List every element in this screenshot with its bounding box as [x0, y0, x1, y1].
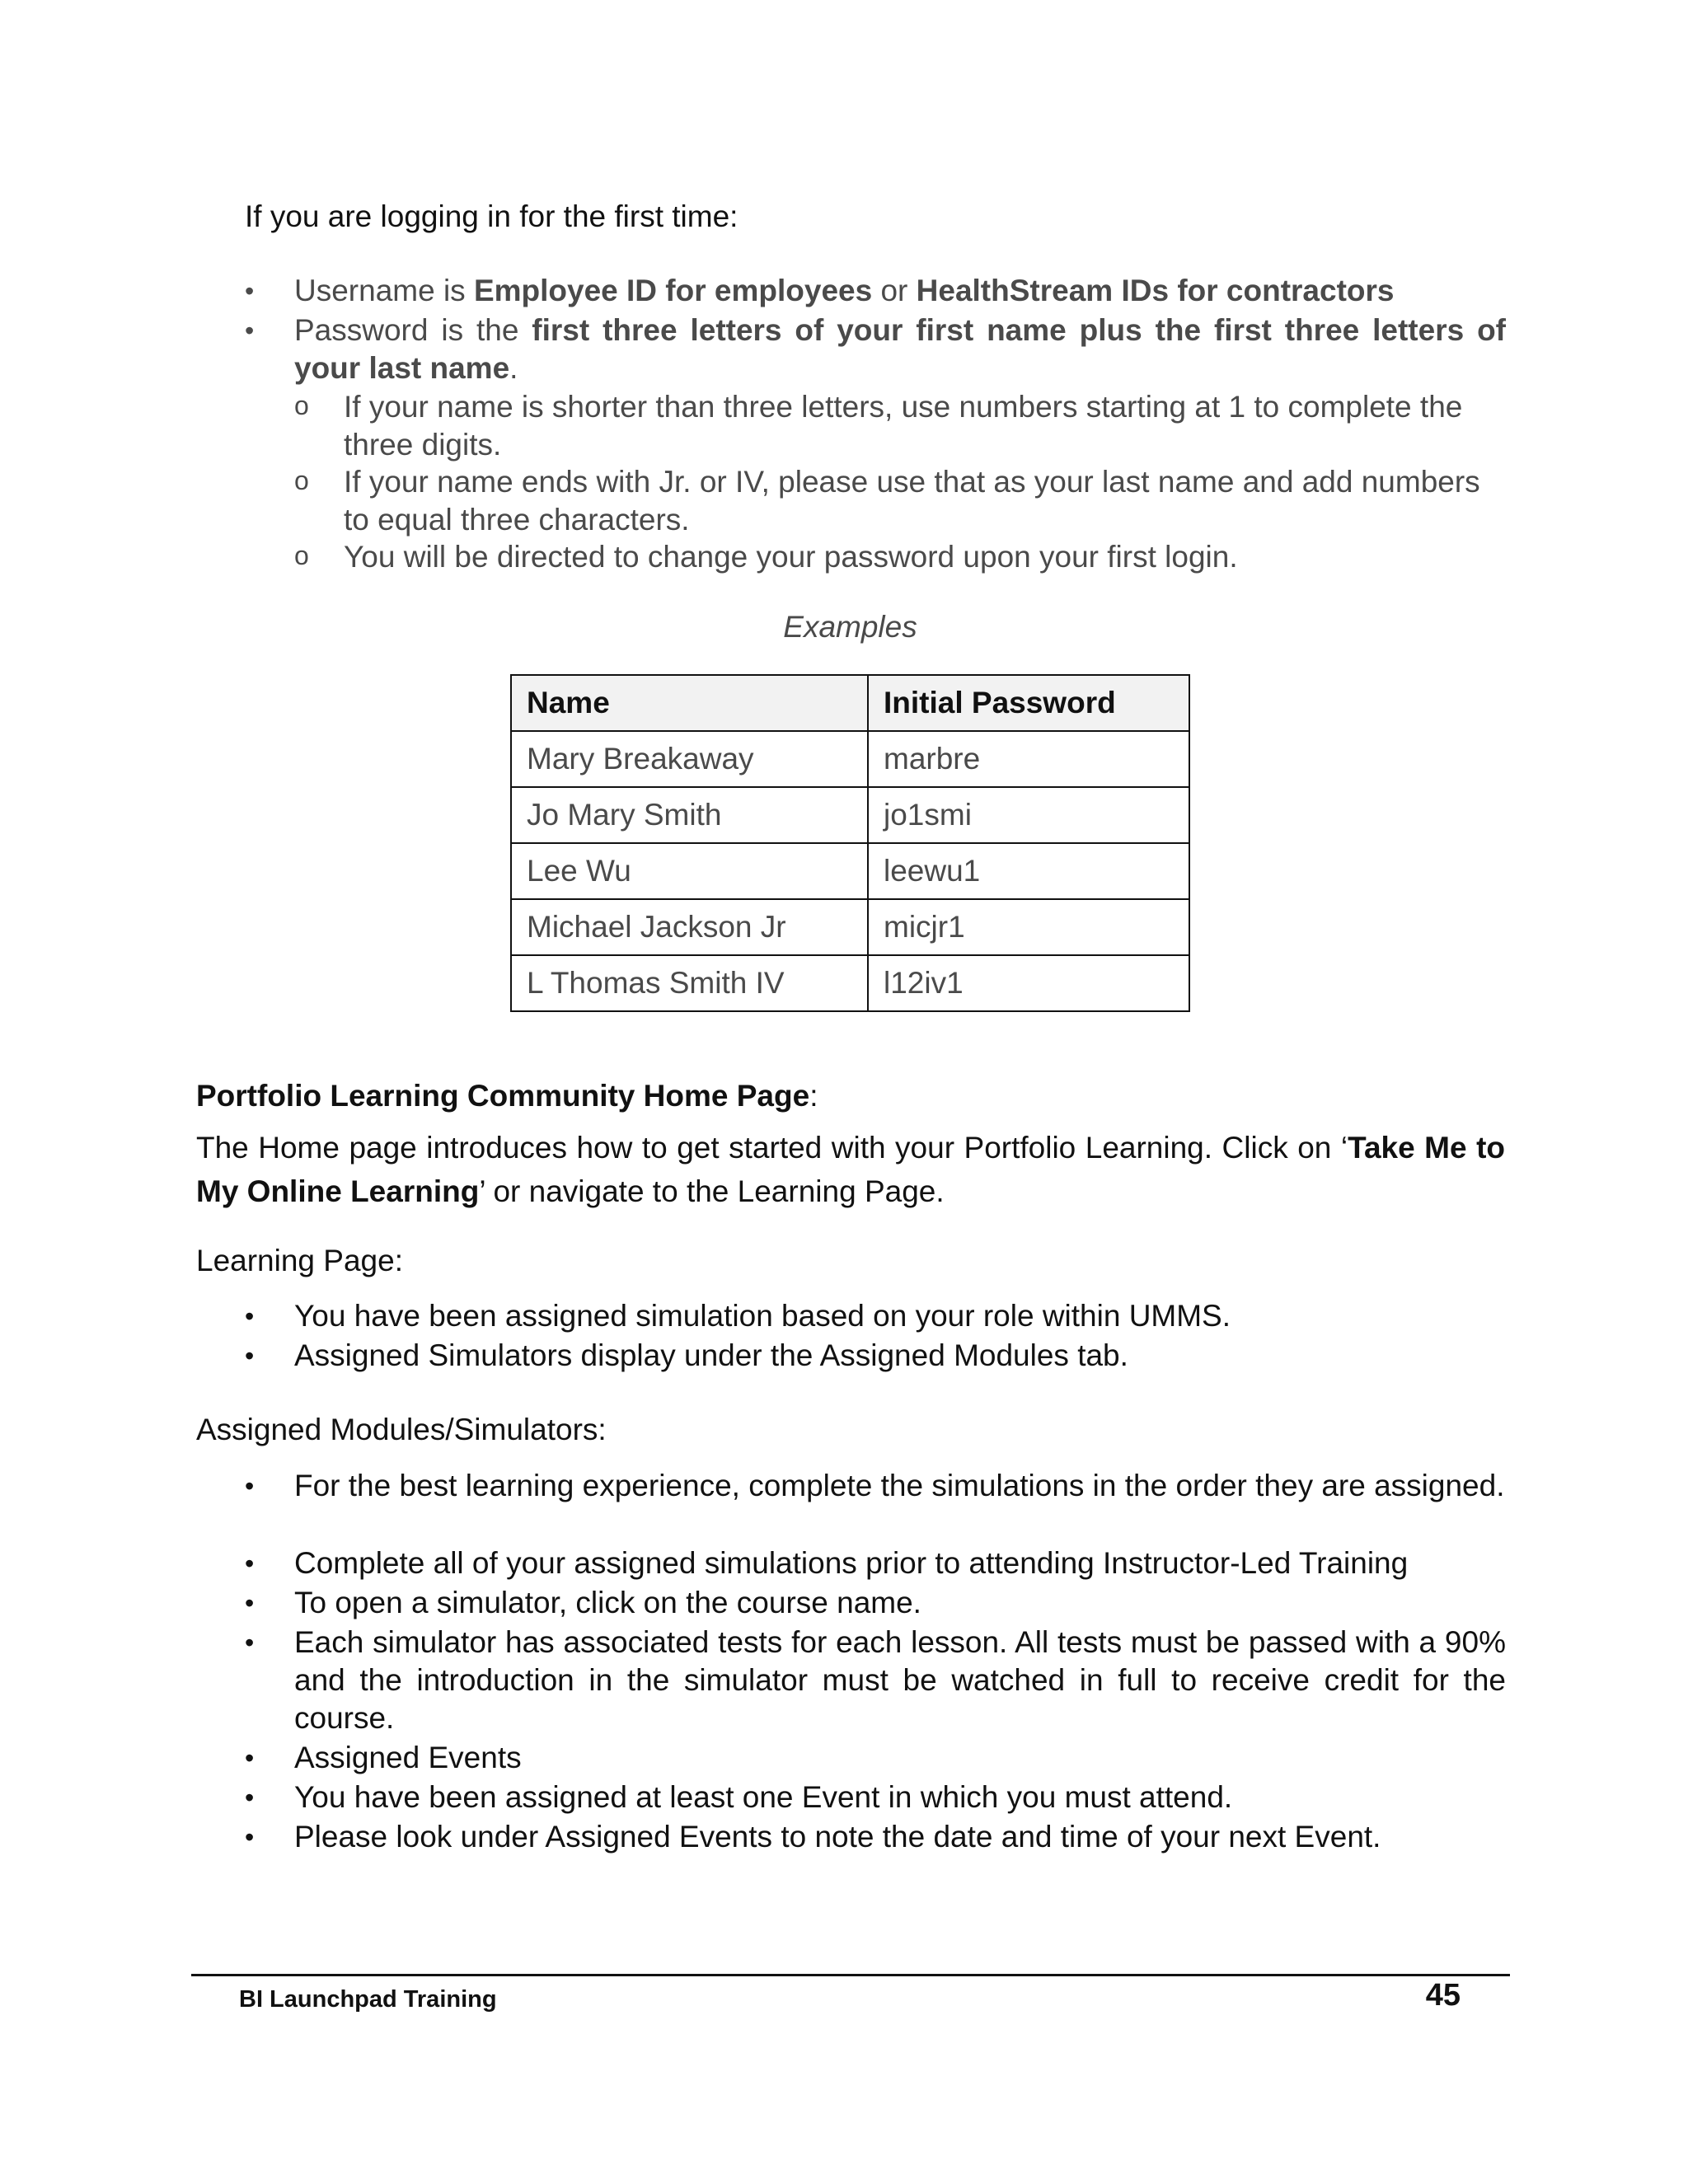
portfolio-paragraph: The Home page introduces how to get started with your Portfolio Learning. Click on ‘Take Me to My Online Learning’ or navigate to the Learning Page.	[196, 1131, 1506, 1208]
name-cell: Jo Mary Smith	[511, 787, 868, 843]
assigned-modules-heading: Assigned Modules/Simulators:	[196, 1413, 607, 1446]
table-row	[511, 899, 1189, 955]
sub-bullet-marker: o	[294, 541, 309, 570]
page-number: 45	[1425, 1978, 1461, 2013]
bullet-marker: •	[245, 276, 255, 306]
bullet-marker: •	[245, 1822, 255, 1852]
bullet-text: For the best learning experience, complete the simulations in the order they are assigned.	[294, 1469, 1505, 1502]
footer-title: BI Launchpad Training	[239, 1986, 497, 2013]
bullet-text: Assigned Events	[294, 1741, 522, 1774]
username-text: Username is Employee ID for employees or HealthStream IDs for contractors	[294, 274, 1395, 307]
bullet-marker: •	[245, 1549, 255, 1578]
footer-divider	[191, 1974, 1510, 1976]
bullet-text: To open a simulator, click on the course name.	[294, 1586, 921, 1619]
name-cell: Mary Breakaway	[511, 731, 868, 787]
sub-bullet-marker: o	[294, 391, 309, 420]
sub-item-text: If your name ends with Jr. or IV, please use that as your last name and add numbers to equal three characters.	[344, 465, 1480, 537]
sub-item-text: You will be directed to change your password upon your first login.	[344, 540, 1238, 574]
password-cell: jo1smi	[868, 787, 1189, 843]
table-row	[511, 787, 1189, 843]
bullet-marker: •	[245, 1301, 255, 1331]
sub-item-text: If your name is shorter than three letters, use numbers starting at 1 to complete the three digits.	[344, 390, 1463, 462]
name-cell: L Thomas Smith IV	[511, 955, 868, 1011]
bullet-marker: •	[245, 1471, 255, 1501]
password-cell: l12iv1	[868, 955, 1189, 1011]
portfolio-heading: Portfolio Learning Community Home Page:	[196, 1079, 818, 1113]
bullet-text: Assigned Simulators display under the Assigned Modules tab.	[294, 1338, 1128, 1372]
bullet-marker: •	[245, 1341, 255, 1371]
bullet-marker: •	[245, 316, 255, 345]
name-cell: Lee Wu	[511, 843, 868, 899]
column-header-name: Name	[511, 675, 868, 731]
password-cell: marbre	[868, 731, 1189, 787]
bullet-text: Each simulator has associated tests for each lesson. All tests must be passed with a 90% and the introduction in the simulator must be watched in full to receive credit for the course.	[294, 1625, 1506, 1735]
password-cell: leewu1	[868, 843, 1189, 899]
bullet-marker: •	[245, 1783, 255, 1812]
learning-page-heading: Learning Page:	[196, 1244, 403, 1277]
password-text: Password is the first three letters of your first name plus the first three letters of your last name.	[294, 313, 1507, 385]
column-header-password: Initial Password	[868, 675, 1189, 731]
bullet-text: Please look under Assigned Events to note the date and time of your next Event.	[294, 1820, 1381, 1854]
intro-text: If you are logging in for the first time:	[245, 199, 738, 233]
examples-caption: Examples	[783, 610, 917, 644]
bullet-marker: •	[245, 1628, 255, 1657]
bullet-marker: •	[245, 1588, 255, 1618]
bullet-text: You have been assigned at least one Event in which you must attend.	[294, 1780, 1233, 1814]
table-row	[511, 731, 1189, 787]
table-row	[511, 955, 1189, 1011]
table-header-row	[511, 675, 1189, 731]
table-row	[511, 843, 1189, 899]
name-cell: Michael Jackson Jr	[511, 899, 868, 955]
examples-table	[510, 674, 1190, 1012]
bullet-text: You have been assigned simulation based on your role within UMMS.	[294, 1299, 1231, 1333]
bullet-text: Complete all of your assigned simulations prior to attending Instructor-Led Training	[294, 1546, 1409, 1580]
password-cell: micjr1	[868, 899, 1189, 955]
sub-bullet-marker: o	[294, 466, 309, 495]
bullet-marker: •	[245, 1743, 255, 1773]
